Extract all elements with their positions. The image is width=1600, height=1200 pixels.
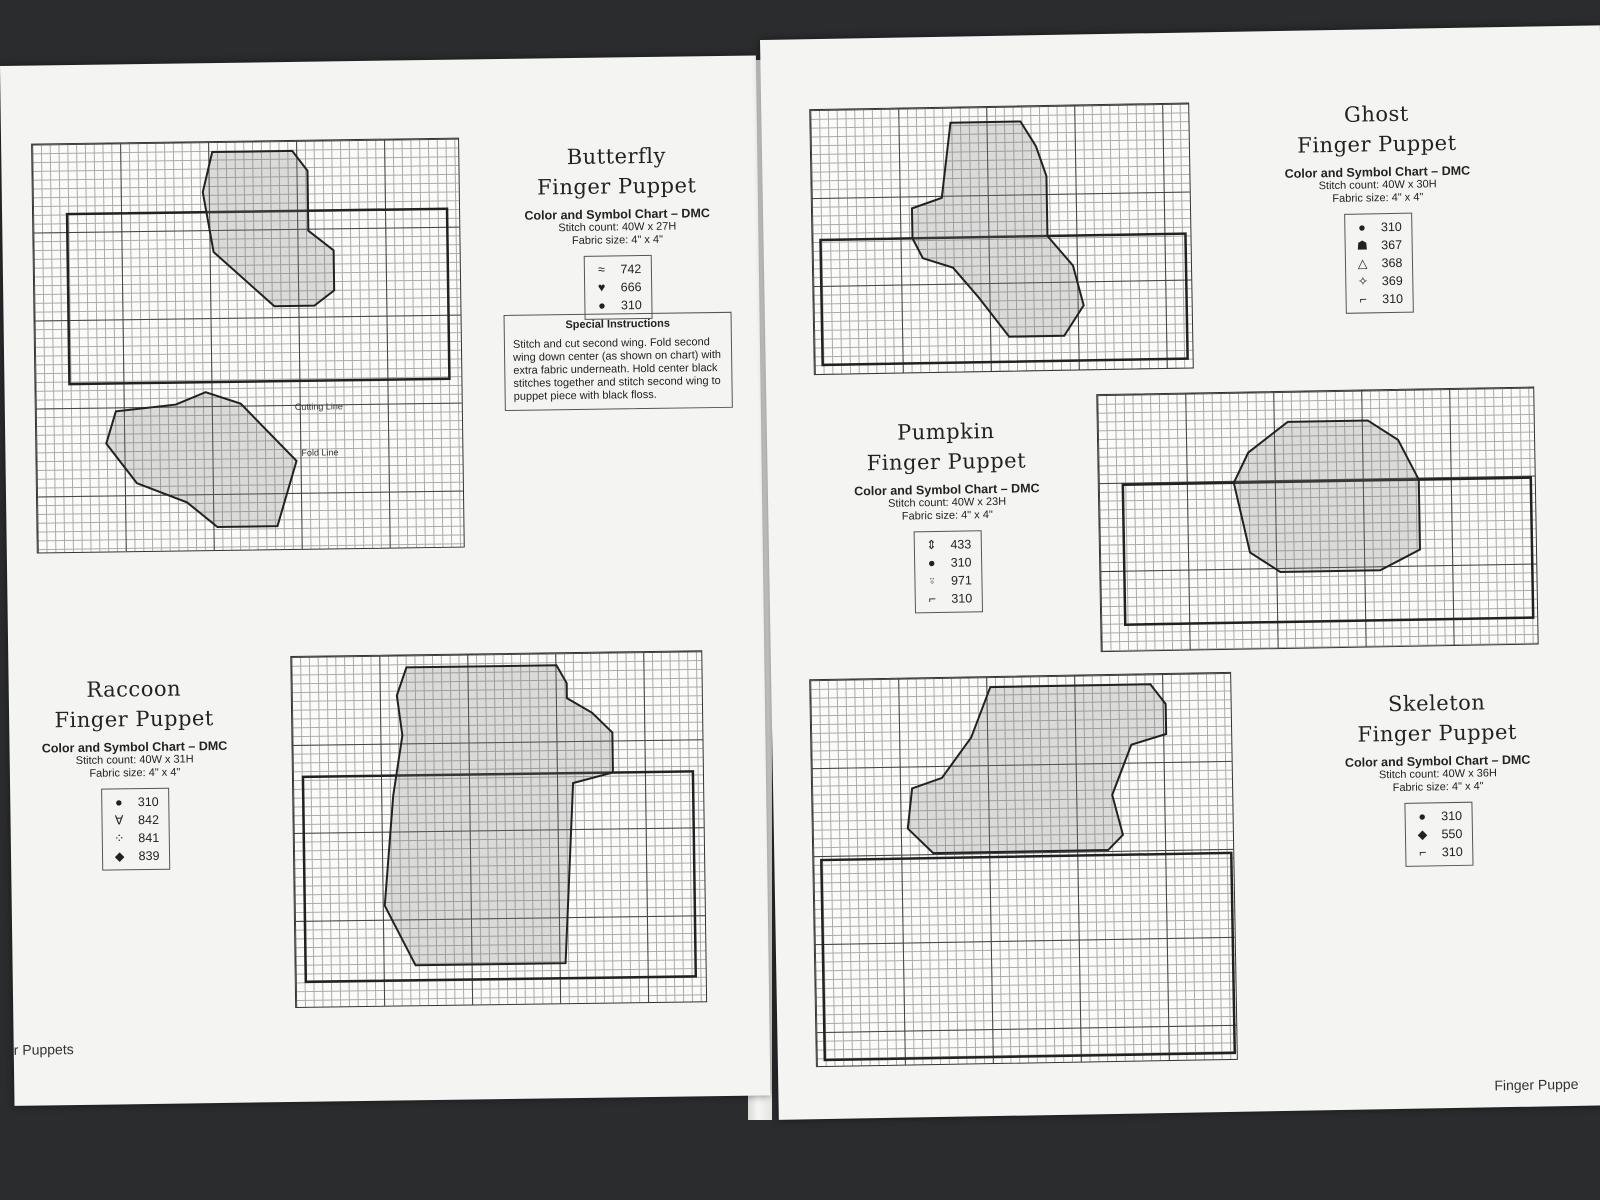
pumpkin-subtitle: Finger Puppet	[866, 448, 1027, 476]
legend-row	[1355, 236, 1402, 255]
left-page	[0, 55, 770, 1105]
legend-row	[112, 793, 159, 812]
floss-code: 842	[138, 812, 160, 828]
legend-row	[1355, 254, 1402, 273]
symbol-icon: ⇕	[926, 537, 937, 553]
floss-code: 367	[1381, 237, 1403, 253]
ghost-stitch-count: Stitch count: 40W x 30H	[1318, 178, 1437, 193]
floss-code: 310	[620, 298, 642, 313]
legend-row	[1356, 272, 1403, 291]
symbol-icon: ⌐	[1359, 292, 1367, 307]
symbol-icon: ☗	[1356, 238, 1368, 253]
floss-code: 310	[137, 794, 159, 810]
symbol-icon: ●	[927, 556, 936, 571]
butterfly-subtitle: Finger Puppet	[536, 173, 697, 200]
butterfly-fabric-size: Fabric size: 4" x 4"	[571, 233, 664, 248]
floss-code: 839	[138, 848, 160, 864]
raccoon-fabric-size: Fabric size: 4" x 4"	[89, 766, 181, 780]
legend-row	[1415, 825, 1462, 844]
legend-row	[595, 278, 642, 297]
footer-left: r Puppets	[13, 1041, 74, 1058]
legend-row	[112, 829, 159, 848]
legend-row	[925, 589, 972, 608]
floss-code: 310	[1441, 808, 1463, 824]
skeleton-title: Skeleton	[1387, 690, 1486, 717]
raccoon-stitch-count: Stitch count: 40W x 31H	[75, 753, 194, 768]
skeleton-chart-heading: Color and Symbol Chart – DMC	[1344, 752, 1531, 770]
raccoon-subtitle: Finger Puppet	[54, 706, 214, 733]
skeleton-stitch-count: Stitch count: 40W x 36H	[1378, 767, 1498, 782]
symbol-icon: ♥	[597, 280, 606, 295]
legend-row	[925, 553, 972, 572]
skeleton-outline	[810, 673, 1237, 1066]
floss-code: 310	[1382, 291, 1404, 307]
floss-code: 369	[1381, 273, 1403, 289]
symbol-icon: ⁘	[114, 831, 125, 846]
skeleton-info	[1311, 686, 1564, 868]
symbol-icon: ●	[114, 795, 123, 810]
legend-row	[595, 296, 642, 315]
pumpkin-outline	[1097, 388, 1537, 652]
legend-row	[594, 260, 641, 279]
raccoon-chart-heading: Color and Symbol Chart – DMC	[41, 738, 228, 756]
floss-code: 666	[620, 280, 642, 295]
skeleton-chart	[809, 672, 1238, 1067]
symbol-icon: ⌐	[928, 592, 937, 607]
ghost-chart	[809, 103, 1194, 376]
pumpkin-info	[831, 415, 1064, 615]
floss-code: 310	[951, 591, 973, 606]
ghost-legend	[1344, 213, 1415, 314]
butterfly-chart-heading: Color and Symbol Chart – DMC	[524, 206, 710, 223]
ghost-outline	[810, 104, 1193, 375]
cutting-line-callout: Cutting Line	[294, 401, 343, 412]
floss-code: 971	[950, 573, 973, 588]
skeleton-subtitle: Finger Puppet	[1357, 719, 1518, 747]
symbol-icon: ⌐	[1419, 845, 1427, 860]
legend-row	[1356, 290, 1403, 309]
special-instructions	[504, 312, 733, 411]
symbol-icon: ◆	[114, 849, 125, 864]
instructions-heading: Special Instructions	[565, 317, 671, 332]
symbol-icon: ⍤	[928, 574, 936, 589]
raccoon-info	[19, 673, 252, 872]
footer-right: Finger Puppe	[1494, 1075, 1579, 1094]
symbol-icon: ●	[1358, 220, 1366, 235]
butterfly-outline	[32, 139, 464, 553]
pumpkin-chart	[1096, 387, 1538, 653]
symbol-icon: ●	[1418, 809, 1427, 824]
instructions-text: Stitch and cut second wing. Fold second wing down center (as shown on chart) with extra fabric underneath. Hold center black stitches together and stitch second wing to puppet piece with black floss.	[512, 336, 722, 403]
raccoon-title: Raccoon	[86, 676, 182, 702]
butterfly-stitch-count: Stitch count: 40W x 27H	[558, 220, 677, 235]
pumpkin-title: Pumpkin	[896, 418, 995, 445]
skeleton-legend	[1404, 802, 1474, 867]
pumpkin-chart-heading: Color and Symbol Chart – DMC	[854, 481, 1040, 499]
floss-code: 550	[1441, 826, 1463, 842]
symbol-icon: ✧	[1357, 274, 1369, 289]
ghost-info	[1261, 97, 1495, 315]
floss-code: 368	[1381, 255, 1403, 271]
butterfly-legend	[583, 255, 653, 320]
raccoon-outline	[291, 651, 706, 1007]
symbol-icon: ◆	[1417, 827, 1428, 842]
fold-line-callout: Fold Line	[301, 447, 339, 458]
floss-code: 742	[620, 262, 642, 277]
symbol-icon: △	[1357, 256, 1368, 271]
floss-code: 841	[138, 830, 160, 846]
floss-code: 310	[950, 555, 972, 570]
raccoon-legend	[101, 788, 171, 871]
butterfly-title: Butterfly	[566, 143, 667, 170]
butterfly-chart	[31, 138, 465, 554]
legend-row	[112, 811, 159, 830]
floss-code: 310	[1380, 219, 1402, 235]
pumpkin-stitch-count: Stitch count: 40W x 23H	[888, 495, 1007, 510]
skeleton-fabric-size: Fabric size: 4" x 4"	[1392, 780, 1484, 795]
legend-row	[1416, 843, 1463, 862]
symbol-icon: ∀	[114, 813, 124, 828]
floss-code: 310	[1441, 844, 1463, 860]
floss-code: 433	[950, 537, 972, 552]
pumpkin-legend	[913, 530, 983, 613]
legend-row	[924, 535, 971, 554]
raccoon-chart	[290, 650, 707, 1008]
symbol-icon: ≈	[597, 262, 605, 277]
legend-row	[112, 847, 159, 866]
butterfly-info	[511, 140, 723, 321]
legend-row	[1415, 807, 1462, 826]
ghost-title: Ghost	[1343, 101, 1409, 127]
right-page	[760, 25, 1600, 1119]
ghost-chart-heading: Color and Symbol Chart – DMC	[1284, 163, 1471, 181]
symbol-icon: ●	[598, 298, 606, 313]
ghost-subtitle: Finger Puppet	[1297, 130, 1457, 158]
pumpkin-fabric-size: Fabric size: 4" x 4"	[901, 509, 993, 523]
ghost-fabric-size: Fabric size: 4" x 4"	[1332, 191, 1424, 206]
legend-row	[1355, 218, 1402, 237]
legend-row	[925, 571, 972, 590]
